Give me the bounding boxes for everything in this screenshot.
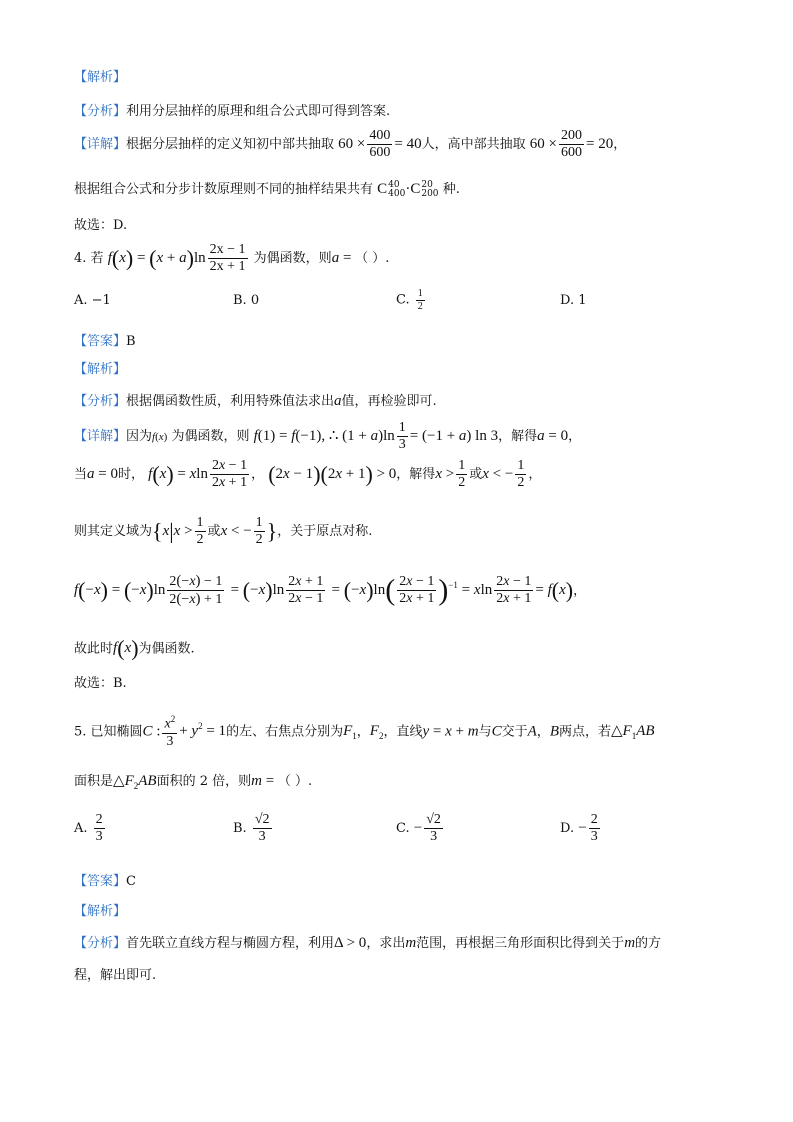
option-5b: B. $\frac{√2}{3}$ bbox=[233, 812, 270, 845]
analysis-line-4: 【分析】根据偶函数性质，利用特殊值法求出a值，再检验即可. bbox=[74, 393, 437, 409]
choose-line-4: 故选：B. bbox=[74, 676, 127, 691]
even-function-derivation: f(−x) = (−x)ln $\frac{2(-x) - 1}{2(-x) + 1}$ = (−x)ln $\frac{2x + 1}{2x - 1}$ = (−x)ln( $\frac{2x - 1}{2x + 1}$ )$^{-1}$ = xln $\frac{2x - 1}{2x + 1}$ = f(x)， bbox=[74, 573, 587, 608]
question-5-line-2: 面积是$\triangle F_2AB$面积的 2 倍，则m = （ ）. bbox=[74, 773, 313, 791]
detail-line-4: 【详解】因为f(x) 为偶函数，则 f(1) = f(−1), ∴ (1 + a)ln $\frac{1}{3}$ = (−1 + a) ln 3，解得a = 0， bbox=[74, 420, 582, 453]
analysis-tag-1: 【解析】 bbox=[74, 70, 127, 85]
analysis-tag-4: 【解析】 bbox=[74, 362, 127, 377]
option-4b: B. 0 bbox=[233, 293, 260, 308]
question-5: 5. 已知椭圆C : $\frac{x^2}{3}$ + $y^2 = 1$的左、右焦点分别为$F_1$，$F_2$，直线y = x + m与C交于A，B两点，若$\triangle F_1AB$ bbox=[74, 714, 655, 749]
answer-4: 【答案】B bbox=[74, 334, 136, 349]
analysis-tag-5: 【解析】 bbox=[74, 904, 127, 919]
option-4c: C. $\frac{1}{2}$ bbox=[396, 288, 423, 312]
domain-line: 则其定义域为{x|x > $\frac{1}{2}$ 或x < − $\frac{1}{2}$ }，关于原点对称. bbox=[74, 515, 373, 548]
question-4: 4. 若 f(x) = (x + a)ln $\frac{2x - 1}{2x + 1}$ 为偶函数，则a = （ ）. bbox=[74, 242, 390, 275]
fraction-400-600: $\frac{400}{600}$ bbox=[369, 128, 391, 161]
choose-line-3: 故选：D. bbox=[74, 218, 128, 233]
option-5c: C. − $\frac{√2}{3}$ bbox=[396, 812, 441, 845]
conclude-line: 故此时f(x)为偶函数. bbox=[74, 636, 195, 661]
option-4d: D. 1 bbox=[560, 293, 587, 308]
option-5a: A. $\frac{2}{3}$ bbox=[74, 812, 103, 845]
a-zero-line: 当a = 0时， f(x) = xln $\frac{2x - 1}{2x + 1}$ ， (2x − 1)(2x + 1) > 0，解得x > $\frac{1}{2}$ 或x < − $\frac{1}{2}$ ， bbox=[74, 458, 542, 491]
fraction-200-600: $\frac{200}{600}$ bbox=[560, 128, 582, 161]
analysis-line-5: 【分析】首先联立直线方程与椭圆方程，利用Δ > 0，求出m范围，再根据三角形面积比得到关于m的方 bbox=[74, 935, 662, 951]
option-4a: A. −1 bbox=[74, 293, 111, 308]
option-5d: D. − $\frac{2}{3}$ bbox=[560, 812, 598, 845]
combination-line: 根据组合公式和分步计数原理则不同的抽样结果共有 C 40 400 ·C 20 200 种. bbox=[74, 179, 460, 199]
analysis-line-1: 【分析】利用分层抽样的原理和组合公式即可得到答案. bbox=[74, 104, 391, 119]
detail-line-1: 【详解】根据分层抽样的定义知初中部共抽取 60 × $\frac{400}{600}$ = 40人，高中部共抽取 60 × $\frac{200}{600}$ = 20， bbox=[74, 128, 627, 161]
answer-5: 【答案】C bbox=[74, 874, 136, 889]
analysis-line-5b: 程，解出即可. bbox=[74, 968, 157, 983]
